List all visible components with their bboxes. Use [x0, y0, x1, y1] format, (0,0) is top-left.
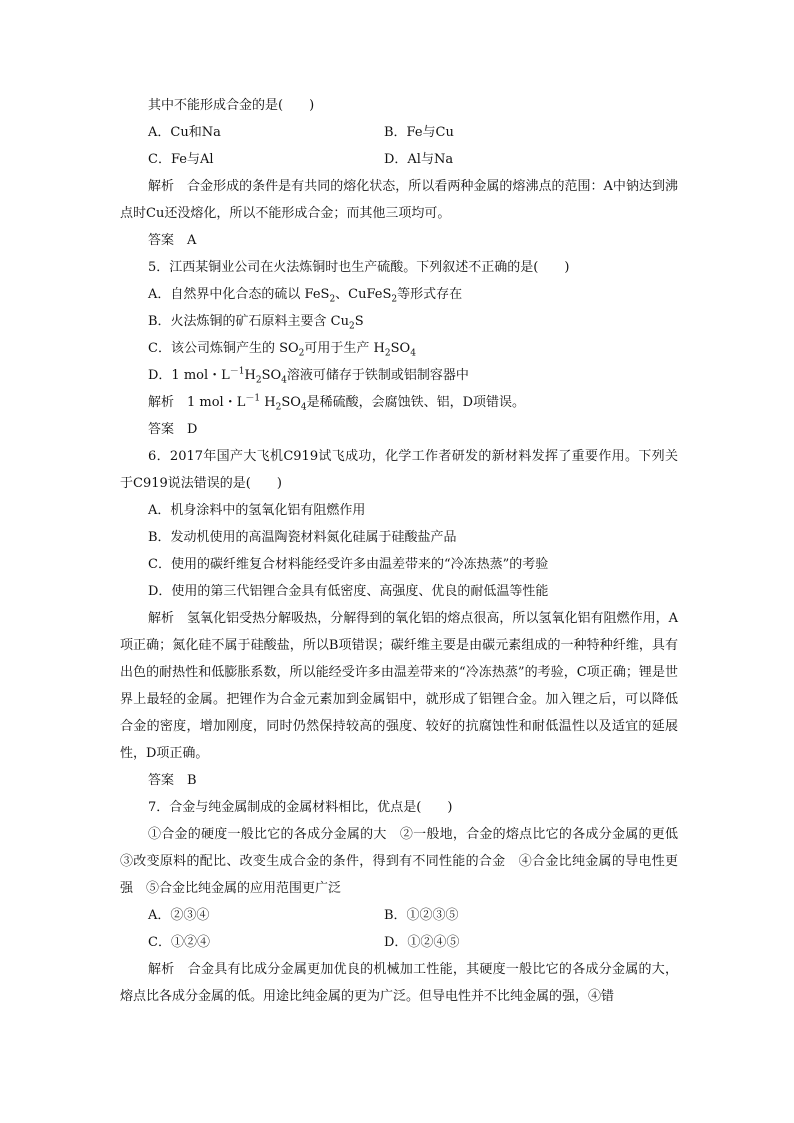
q5-a-sub-2: 2: [391, 294, 398, 305]
q5-c-text-1: C．该公司炼铜产生的 SO: [148, 341, 299, 356]
q7-stem: 7．合金与纯金属制成的金属材料相比，优点是( ): [148, 800, 453, 815]
q5-a-sub-1: 2: [329, 294, 336, 305]
q5-an-text-4: 是稀硫酸，会腐蚀铁、铝，D项错误。: [306, 395, 526, 410]
q5-answer: 答案 D: [148, 422, 198, 437]
q5-an-text-1: 解析 1 mol・L: [148, 395, 246, 410]
q5-d-text-1: D．1 mol・L: [148, 368, 230, 383]
q4-options-row-2: [120, 146, 678, 173]
q5-c-sub-3: 4: [410, 348, 416, 359]
q5-analysis: [120, 389, 678, 416]
q7-options-row-2: [120, 929, 678, 956]
q5-d-text-3: SO: [261, 368, 282, 383]
q5-d-text-2: H: [244, 368, 256, 383]
q5-d-text-4: 溶液可储存于铁制或铝制容器中: [286, 368, 469, 383]
q5-an-sub-2: 4: [300, 402, 307, 413]
q5-an-text-2: H: [260, 395, 276, 410]
q5-d-sub-1: 2: [255, 375, 262, 386]
q5-option-a: [120, 281, 678, 308]
q5-stem: 5．江西某铜业公司在火法炼铜时也生产硫酸。下列叙述不正确的是( ): [148, 260, 570, 275]
q7-options-row-1: [120, 902, 678, 929]
q4-stem: 其中不能形成合金的是( ): [148, 98, 315, 113]
q6-analysis: 解析 氢氧化铝受热分解吸热，分解得到的氧化铝的熔点很高，所以氢氧化铝有阻燃作用，A项正确；氮化硅不属于硅酸盐，所以B项错误；碳纤维主要是由碳元素组成的一种特种纤维，具有出色的耐热性和低膨胀系数，所以能经受许多由温差带来的“冷冻热蒸”的考验，C项正确；锂是世界上最轻的金属。把锂作为合金元素加到金属铝中，就形成了铝锂合金。加入锂之后，可以降低合金的密度，增加刚度，同时仍然保持较高的强度、较好的抗腐蚀性和耐低温性以及适宜的延展性，D项正确。: [120, 611, 678, 761]
q4-option-a: A．Cu和Na: [148, 125, 221, 140]
document-content: [120, 92, 692, 1010]
q5-an-sub-1: 2: [275, 402, 282, 413]
q4-options-row-1: [120, 119, 678, 146]
q5-option-c: [120, 335, 678, 362]
q5-c-text-3: SO: [390, 341, 411, 356]
q5-an-sup-1: －1: [245, 393, 261, 404]
q5-c-sub-2: 2: [384, 348, 391, 359]
q5-an-text-3: SO: [281, 395, 301, 410]
q4-option-d: D．Al与Na: [384, 152, 454, 167]
q6-option-d: D．使用的第三代铝锂合金具有低密度、高强度、优良的耐低温等性能: [148, 584, 549, 599]
q6-option-c: C．使用的碳纤维复合材料能经受许多由温差带来的“冷冻热蒸”的考验: [148, 557, 549, 572]
q6-option-a: A．机身涂料中的氢氧化铝有阻燃作用: [148, 503, 366, 518]
q5-b-sub-1: 2: [349, 321, 355, 332]
q5-b-text-2: S: [354, 314, 364, 329]
q6-option-b: B．发动机使用的高温陶瓷材料氮化硅属于硅酸盐产品: [148, 530, 457, 545]
q5-c-sub-1: 2: [298, 348, 305, 359]
q7-option-a: A．②③④: [148, 908, 210, 923]
q5-option-b: [120, 308, 678, 335]
q4-answer: 答案 A: [148, 233, 197, 248]
q5-option-d: [120, 362, 678, 389]
q7-statements: ①合金的硬度一般比它的各成分金属的大 ②一般地，合金的熔点比它的各成分金属的更低 ③改变原料的配比、改变生成合金的条件，得到有不同性能的合金 ④合金比纯金属的导电性更强 ⑤合金比纯金属的应用范围更广泛: [120, 827, 692, 896]
q4-option-b: B．Fe与Cu: [384, 125, 454, 140]
q4-option-c: C．Fe与Al: [148, 152, 214, 167]
q5-a-text-1: A．自然界中化合态的硫以 FeS: [148, 287, 330, 302]
q5-d-sub-2: 4: [281, 375, 287, 386]
q7-option-d: D．①②④⑤: [384, 935, 460, 950]
q6-stem: 6．2017年国产大飞机C919试飞成功，化学工作者研发的新材料发挥了重要作用。下列关于C919说法错误的是( ): [120, 449, 678, 491]
q6-answer: 答案 B: [148, 773, 197, 788]
q5-b-text-1: B．火法炼铜的矿石原料主要含 Cu: [148, 314, 350, 329]
q7-option-c: C．①②④: [148, 935, 210, 950]
q4-analysis: 解析 合金形成的条件是有共同的熔化状态，所以看两种金属的熔沸点的范围：A中钠达到沸点时Cu还没熔化，所以不能形成合金；而其他三项均可。: [120, 179, 678, 221]
q7-option-b: B．①②③⑤: [384, 908, 459, 923]
q5-d-sup-1: －1: [229, 366, 245, 377]
q5-a-text-2: 、CuFeS: [335, 287, 392, 302]
q5-a-text-3: 等形式存在: [397, 287, 463, 302]
q7-analysis: 解析 合金具有比成分金属更加优良的机械加工性能，其硬度一般比它的各成分金属的大，熔点比各成分金属的低。用途比纯金属的更为广泛。但导电性并不比纯金属的强，④错: [120, 962, 678, 1004]
q5-c-text-2: 可用于生产 H: [304, 341, 385, 356]
